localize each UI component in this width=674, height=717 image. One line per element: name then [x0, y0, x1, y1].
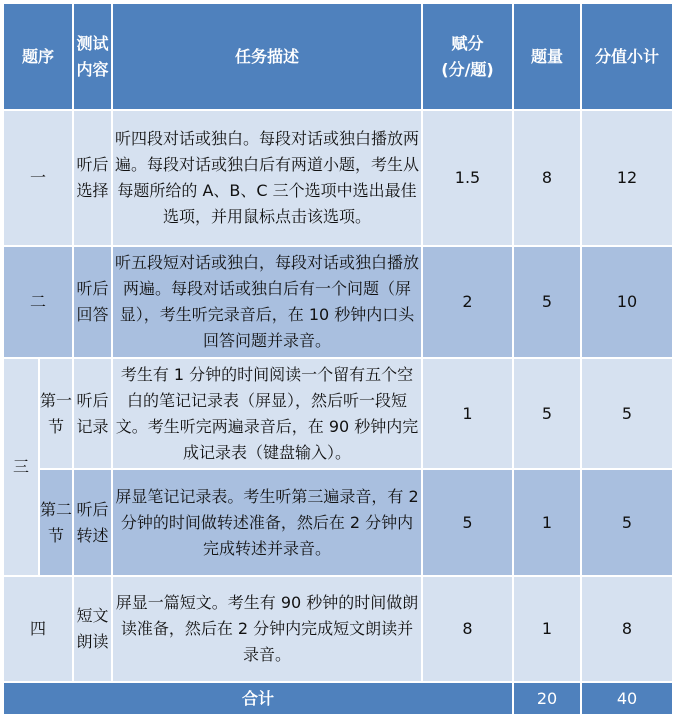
row-seq: 二	[3, 246, 73, 358]
row-subtotal: 5	[581, 358, 673, 469]
header-seq: 题序	[3, 3, 73, 110]
row-subtotal: 8	[581, 576, 673, 682]
row-score: 1	[422, 358, 513, 469]
row-section: 第一节	[39, 358, 73, 469]
header-count: 题量	[513, 3, 581, 110]
row-score: 2	[422, 246, 513, 358]
header-score	[422, 3, 513, 110]
row-desc: 听四段对话或独白。每段对话或独白播放两遍。每段对话或独白后有两道小题，考生从每题所给的 A、B、C 三个选项中选出最佳选项，并用鼠标点击该选项。	[112, 110, 422, 246]
row-desc: 听五段短对话或独白，每段对话或独白播放两遍。每段对话或独白后有一个问题（屏显），考生听完录音后，在 10 秒钟内口头回答问题并录音。	[112, 246, 422, 358]
row-content: 听后记录	[73, 358, 112, 469]
row-section: 第二节	[39, 469, 73, 576]
row-content: 听后回答	[73, 246, 112, 358]
row-subtotal: 10	[581, 246, 673, 358]
header-score-line2: (分/题)	[441, 59, 494, 79]
row-score: 5	[422, 469, 513, 576]
total-subtotal: 40	[581, 682, 673, 715]
row-seq: 一	[3, 110, 73, 246]
total-row	[3, 682, 673, 715]
table-row	[3, 358, 673, 469]
row-content: 听后转述	[73, 469, 112, 576]
header-desc: 任务描述	[112, 3, 422, 110]
row-desc: 屏显一篇短文。考生有 90 秒钟的时间做朗读准备，然后在 2 分钟内完成短文朗读并录音。	[112, 576, 422, 682]
table-row	[3, 576, 673, 682]
row-seq: 四	[3, 576, 73, 682]
row-count: 1	[513, 576, 581, 682]
row-score: 1.5	[422, 110, 513, 246]
total-label: 合计	[3, 682, 513, 715]
header-row	[3, 3, 673, 110]
row-seq: 三	[3, 358, 39, 576]
row-content: 听后选择	[73, 110, 112, 246]
table-row	[3, 246, 673, 358]
row-content: 短文朗读	[73, 576, 112, 682]
total-count: 20	[513, 682, 581, 715]
table-row	[3, 110, 673, 246]
header-score-line1: 赋分	[451, 33, 484, 53]
table-row	[3, 469, 673, 576]
row-subtotal: 5	[581, 469, 673, 576]
row-count: 5	[513, 246, 581, 358]
header-content: 测试内容	[73, 3, 112, 110]
row-score: 8	[422, 576, 513, 682]
row-count: 1	[513, 469, 581, 576]
row-desc: 考生有 1 分钟的时间阅读一个留有五个空白的笔记记录表（屏显），然后听一段短文。考生听完两遍录音后，在 90 秒钟内完成记录表（键盘输入）。	[112, 358, 422, 469]
row-count: 5	[513, 358, 581, 469]
exam-structure-table	[2, 2, 674, 716]
row-count: 8	[513, 110, 581, 246]
row-desc: 屏显笔记记录表。考生听第三遍录音，有 2 分钟的时间做转述准备，然后在 2 分钟内完成转述并录音。	[112, 469, 422, 576]
row-subtotal: 12	[581, 110, 673, 246]
header-subtotal: 分值小计	[581, 3, 673, 110]
